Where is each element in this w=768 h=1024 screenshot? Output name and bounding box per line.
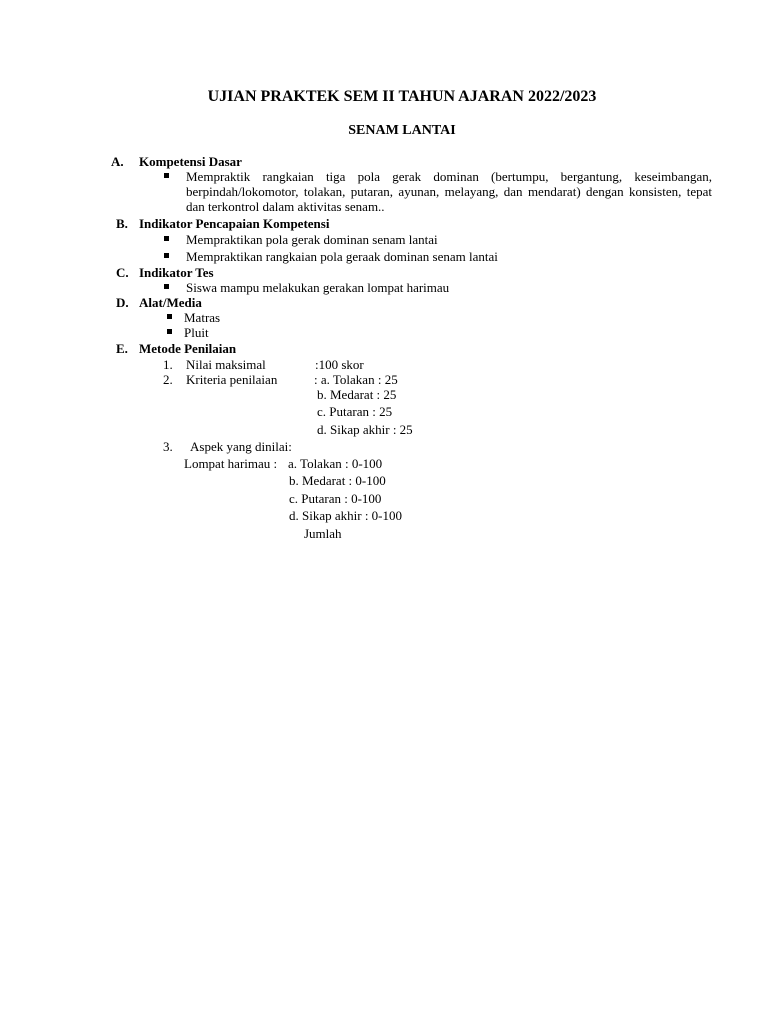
list-number: 2. [163, 372, 173, 387]
section-b-item: Mempraktikan rangkaian pola geraak dominan senam lantai [186, 249, 498, 264]
section-e-letter: E. [116, 341, 128, 356]
kriteria-row: c. Putaran : 25 [317, 404, 393, 419]
bullet-icon [164, 173, 169, 178]
jumlah-label: Jumlah [304, 526, 342, 541]
section-b-letter: B. [116, 216, 128, 231]
section-d-item: Pluit [184, 325, 209, 340]
section-b-title: Indikator Pencapaian Kompetensi [139, 216, 330, 231]
lompat-harimau-label: Lompat harimau : [184, 456, 278, 471]
section-c-title: Indikator Tes [139, 265, 214, 280]
section-d-item: Matras [184, 310, 221, 325]
section-c-letter: C. [116, 265, 129, 280]
section-b-item: Mempraktikan pola gerak dominan senam lantai [186, 232, 438, 247]
aspek-label: Aspek yang dinilai: [190, 439, 292, 454]
kriteria-label: Kriteria penilaian [186, 372, 278, 387]
kriteria-row: : a. Tolakan : 25 [314, 372, 398, 387]
aspek-row: d. Sikap akhir : 0-100 [289, 508, 403, 523]
section-a-item: Mempraktik rangkaian tiga pola gerak dominan (bertumpu, bergantung, keseimbangan, berpindah/lokomotor, tolakan, putaran, ayunan, melayang, dan mendarat) dengan konsisten, tepat dan terkontrol dalam aktivitas senam.. [186, 169, 712, 214]
aspek-row: a. Tolakan : 0-100 [288, 456, 383, 471]
kriteria-row: d. Sikap akhir : 25 [317, 422, 413, 437]
bullet-icon [167, 314, 172, 319]
document-title: UJIAN PRAKTEK SEM II TAHUN AJARAN 2022/2023 [207, 88, 597, 105]
nilai-maksimal-value: :100 skor [315, 357, 364, 372]
list-number: 3. [163, 439, 173, 454]
section-a-letter: A. [111, 154, 124, 169]
aspek-row: b. Medarat : 0-100 [289, 473, 386, 488]
kriteria-row: b. Medarat : 25 [317, 387, 397, 402]
bullet-icon [164, 284, 169, 289]
aspek-row: c. Putaran : 0-100 [289, 491, 382, 506]
section-d-letter: D. [116, 295, 129, 310]
section-a-title: Kompetensi Dasar [139, 154, 242, 169]
section-e-title: Metode Penilaian [139, 341, 237, 356]
nilai-maksimal-label: Nilai maksimal [186, 357, 266, 372]
bullet-icon [167, 329, 172, 334]
list-number: 1. [163, 357, 173, 372]
document-subtitle: SENAM LANTAI [348, 123, 456, 138]
section-c-item: Siswa mampu melakukan gerakan lompat harimau [186, 280, 450, 295]
section-d-title: Alat/Media [139, 295, 202, 310]
bullet-icon [164, 236, 169, 241]
bullet-icon [164, 253, 169, 258]
